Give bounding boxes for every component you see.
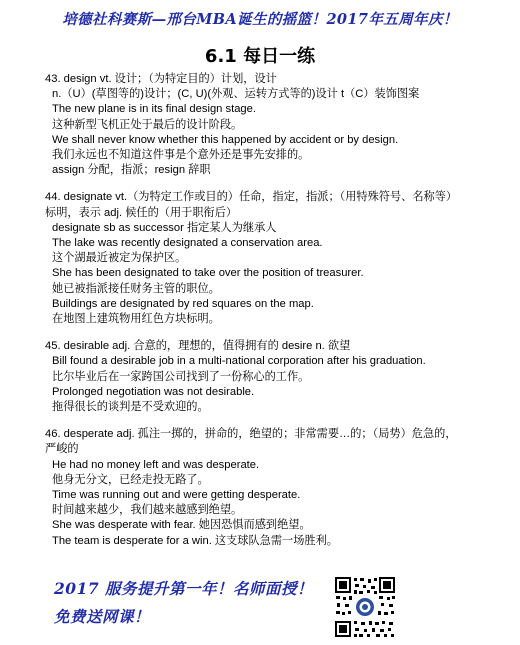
entry-line: The lake was recently designated a conservation area.: [52, 237, 323, 250]
entry-line: 我们永远也不知道这件事是个意外还是事先安排的。: [52, 149, 310, 162]
vocab-entry-designate: [45, 190, 462, 327]
vocab-entry-desperate: [45, 427, 462, 549]
entry-line: Prolonged negotiation was not desirable.: [52, 385, 255, 398]
entry-head: 43. design vt. 设计；（为特定目的）计划，设计: [45, 73, 277, 85]
qr-code-icon: [334, 576, 396, 638]
entry-line: 时间越来越少，我们越来越感到绝望。: [52, 504, 243, 517]
entry-head: 44. designate vt.（为特定工作或目的）任命，指定，指派；（用特殊符号、名称等）标明，表示 adj. 候任的（用于职衔后）: [45, 191, 458, 219]
qr-code-image: [334, 576, 396, 638]
entry-line: She has been designated to take over the position of treasurer.: [52, 267, 364, 280]
entry-line: n.（U）(草图等的)设计；(C, U)(外观、运转方式等的)设计 t（C）装饰图案: [52, 88, 420, 101]
entry-line: 他身无分文，已经走投无路了。: [52, 473, 209, 486]
entry-line: Buildings are designated by red squares on the map.: [52, 297, 314, 310]
entry-line: assign 分配，指派；resign 辞职: [52, 164, 211, 177]
entry-head: 45. desirable adj. 合意的，理想的，值得拥有的 desire n. 欲望: [45, 340, 351, 353]
vocab-entry-design: [45, 72, 462, 178]
entry-head: 46. desperate adj. 孤注一掷的，拼命的，绝望的；非常需要…的；（局势）危急的，严峻的: [45, 428, 457, 456]
entry-line: He had no money left and was desperate.: [52, 458, 260, 471]
entry-line: The team is desperate for a win. 这支球队急需一场胜利。: [52, 534, 338, 547]
entry-line: Bill found a desirable job in a multi-national corporation after his graduation.: [52, 355, 426, 368]
entry-line: 拖得很长的谈判是不受欢迎的。: [52, 401, 209, 414]
entry-line: 她已被指派接任财务主管的职位。: [52, 282, 220, 295]
header-banner: 培德社科赛斯—邢台MBA诞生的摇篮！2017年五周年庆！: [62, 11, 458, 28]
vocab-list: [45, 72, 462, 561]
entry-line: 这种新型飞机正处于最后的设计阶段。: [52, 118, 243, 131]
footer-promo-line1: 2017 服务提升第一年！名师面授！: [54, 579, 314, 598]
entry-line: 在地图上建筑物用红色方块标明。: [52, 313, 220, 326]
footer-promo-line2: 免费送网课！: [54, 607, 151, 626]
page-title: 6.1 每日一练: [204, 46, 316, 67]
entry-line: The new plane is in its final design stage.: [52, 103, 256, 116]
entry-line: 比尔毕业后在一家跨国公司找到了一份称心的工作。: [52, 370, 310, 383]
entry-line: She was desperate with fear. 她因恐惧而感到绝望。: [52, 519, 311, 532]
entry-line: We shall never know whether this happened by accident or by design.: [52, 133, 399, 146]
entry-line: designate sb as successor 指定某人为继承人: [52, 221, 277, 234]
vocab-entry-desirable: [45, 339, 462, 415]
entry-line: 这个湖最近被定为保护区。: [52, 252, 187, 265]
entry-line: Time was running out and were getting desperate.: [52, 489, 301, 502]
